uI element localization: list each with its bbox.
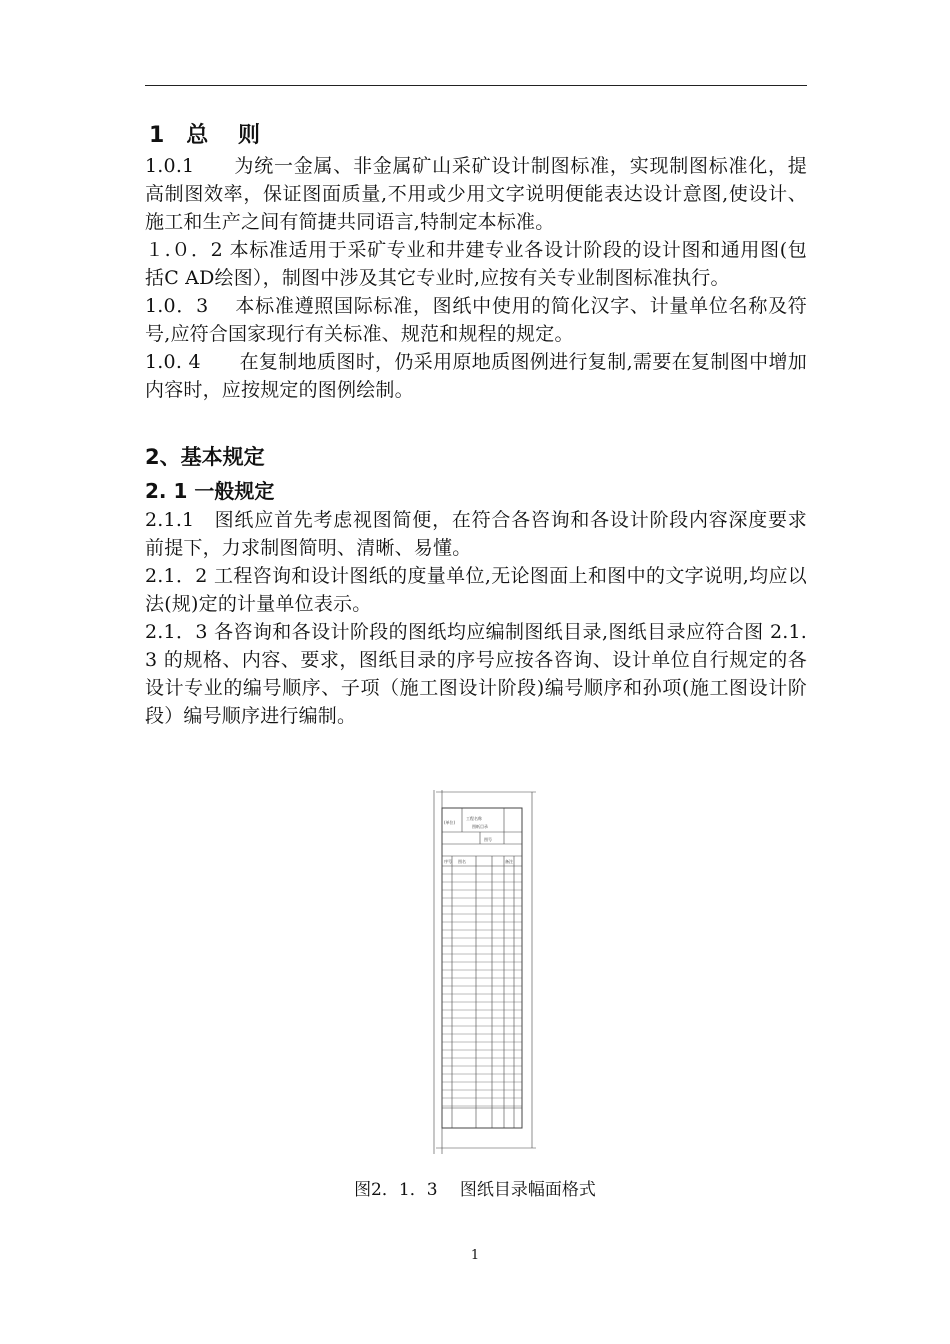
paragraph-1-0-4: 1.0. 4 在复制地质图时，仍采用原地质图例进行复制,需要在复制图中增加内容时，应按规定的图例绘制。 bbox=[145, 351, 807, 401]
paragraph-1-0-1: 1.0.1 为统一金属、非金属矿山采矿设计制图标准，实现制图标准化，提高制图效率，保证图面质量,不用或少用文字说明便能表达设计意图,使设计、施工和生产之间有简捷共同语言,特制定本标准。 bbox=[145, 155, 807, 233]
subsection-2-1-title: 2. 1 一般规定 bbox=[145, 479, 275, 503]
paragraph-2-1-2: 2.1．2 工程咨询和设计图纸的度量单位,无论图面上和图中的文字说明,均应以法(规)定的计量单位表示。 bbox=[145, 565, 807, 615]
figure-cell-seq: 序号 bbox=[444, 859, 452, 864]
header-rule bbox=[145, 85, 807, 86]
paragraph-1-0-2: １.０．2 本标准适用于采矿专业和井建专业各设计阶段的设计图和通用图(包括C AD绘图），制图中涉及其它专业时,应按有关专业制图标准执行。 bbox=[145, 239, 807, 289]
page-number: 1 bbox=[470, 1248, 480, 1263]
figure-cell-project: 工程名称 bbox=[466, 816, 482, 821]
section-2-title: 2、基本规定 bbox=[145, 445, 265, 469]
paragraph-2-1-3: 2.1．3 各咨询和各设计阶段的图纸均应编制图纸目录,图纸目录应符合图 2.1. 3 的规格、内容、要求，图纸目录的序号应按各咨询、设计单位自行规定的各设计专业的编号顺序、子项（施工图设计阶段)编号顺序和孙项(施工图设计阶段）编号顺序进行编制。 bbox=[145, 621, 807, 727]
figure-cell-name: 图名 bbox=[458, 859, 466, 864]
section-1-title: 1 总 则 bbox=[149, 123, 260, 148]
paragraph-2-1-1: 2.1.1 图纸应首先考虑视图简便，在符合各咨询和各设计阶段内容深度要求前提下，力求制图简明、清晰、易懂。 bbox=[145, 509, 807, 559]
document-body bbox=[145, 120, 807, 730]
figure-caption: 图2．1．3 图纸目录幅面格式 bbox=[354, 1180, 596, 1200]
figure-cell-unit: (单位) bbox=[444, 820, 456, 825]
paragraph-1-0-3: 1.0．3 本标准遵照国际标准，图纸中使用的简化汉字、计量单位名称及符号,应符合国家现行有关标准、规范和规程的规定。 bbox=[145, 295, 807, 345]
drawing-catalog-figure bbox=[432, 786, 542, 1158]
figure-cell-drawing-no: 图号 bbox=[484, 837, 492, 842]
figure-cell-catalog: 图纸目录 bbox=[472, 824, 488, 829]
figure-cell-remark: 备注 bbox=[505, 859, 513, 864]
